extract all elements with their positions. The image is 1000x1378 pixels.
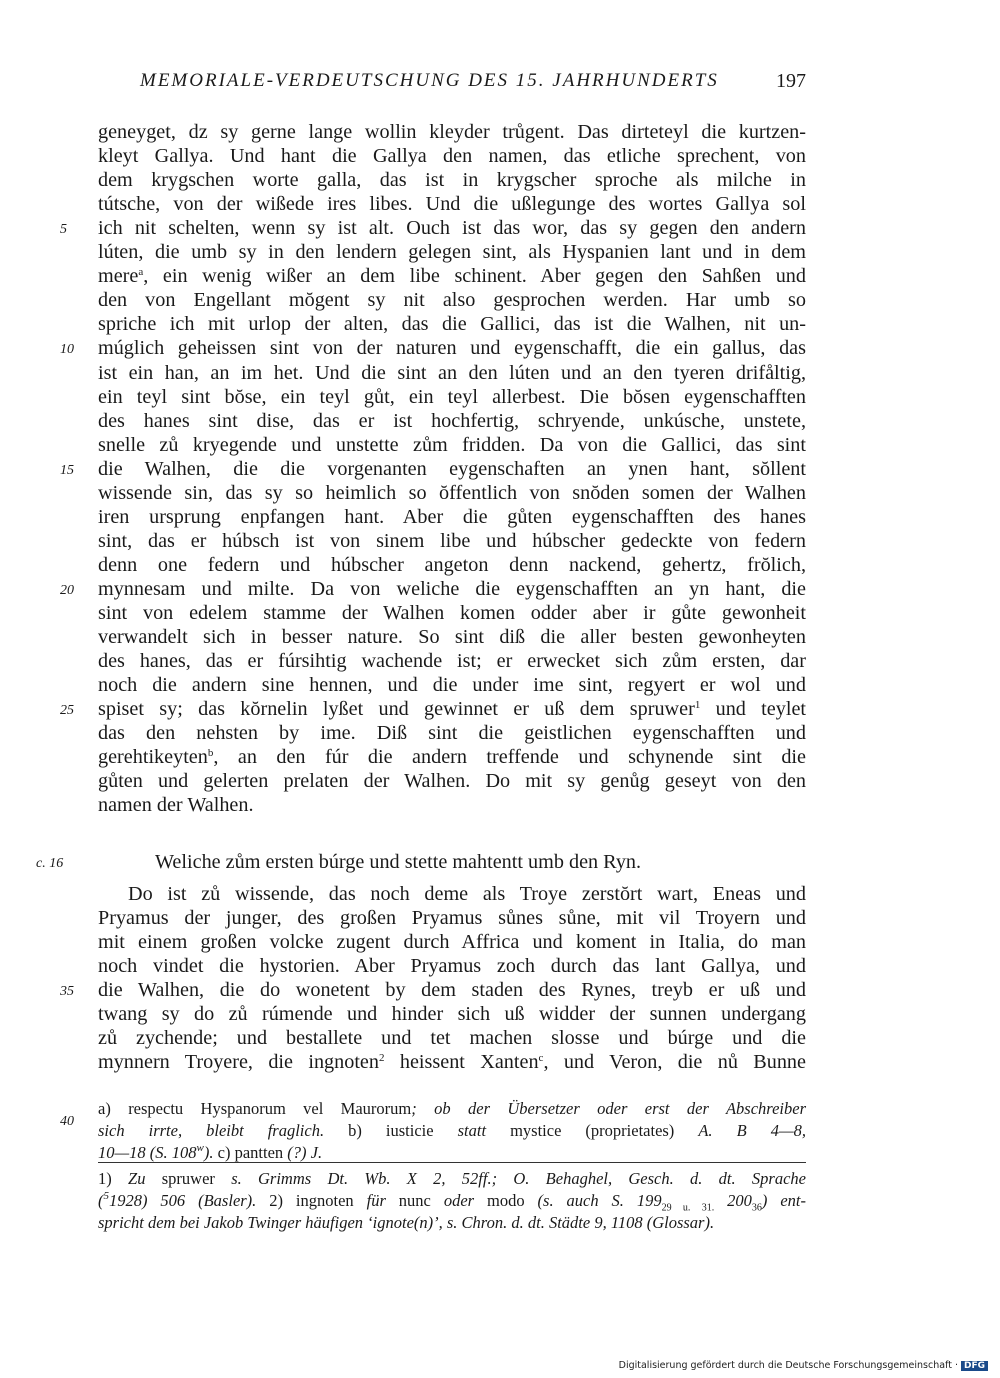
page-number: 197 <box>776 70 806 92</box>
line-number: 5 <box>60 222 67 238</box>
text-line: denn one federn und húbscher angeton denn nackend, gehertz, frŏlich, <box>98 553 806 576</box>
text-line: ist ein han, an im het. Und die sint an den lúten und an den tyeren drifåltig, <box>98 361 806 384</box>
digitization-footer: Digitalisierung gefördert durch die Deutsche Forschungsgemeinschaft · DFG <box>619 1360 988 1371</box>
text-line: geneyget, dz sy gerne lange wollin kleyder trůgent. Das dirteteyl die kurtzen- <box>98 121 806 143</box>
text-line: gůten und gelerten prelaten der Walhen. Do mit sy genůg geseyt von den <box>98 770 806 793</box>
line-number: 20 <box>60 582 74 598</box>
chapter-heading: Weliche zům ersten búrge und stette mahtentt umb den Ryn. <box>155 851 642 873</box>
footnote-line: ($^5$1928) 506 (Basler). 2) ingnoten für nunc oder modo (s. auch S. $199_{29 u. 31.}$ $200_{36}$) ent- <box>98 1190 806 1214</box>
dfg-logo: DFG <box>961 1361 988 1371</box>
text-line: den von Engellant mŏgent sy nit also gesprochen werden. Har umb so <box>98 289 806 312</box>
text-line: des hanes, das er fúrsihtig wachende ist; er erwecket sich zům ersten, dar <box>98 650 806 673</box>
footnote-line: 1) Zu spruwer s. Grimms Dt. Wb. X 2, 52ff.; O. Behaghel, Gesch. d. dt. Sprache <box>98 1169 806 1188</box>
text-line: kleyt Gallya. Und hant die Gallya den namen, das etliche sprechent, von <box>98 145 806 168</box>
text-line: ich nit schelten, wenn sy ist alt. Ouch ist das wor, das sy gegen den andern <box>98 217 806 240</box>
text-line: spiset sy; das kŏrnelin lyßet und gewinnet er uß dem spruwer$^1$ und teylet <box>98 698 807 721</box>
text-line: dem krygschen worte galla, das ist in krygscher sproche als milche in <box>98 169 806 192</box>
text-line: die Walhen, die do wonetent by dem staden des Rynes, treyb er uß und <box>98 979 806 1002</box>
apparatus-line: sich irrte, bleibt fraglich. b) iusticie statt mystice (proprietates) A. B 4—8, <box>98 1121 806 1140</box>
text-line: noch vindet die hystorien. Aber Pryamus zoch durch das lant Gallya, und <box>98 955 806 978</box>
text-line: sint, das er húbsch ist von sinem libe und húbscher gedeckte von federn <box>98 529 806 552</box>
footnote-rule <box>98 1162 806 1163</box>
text-line: Pryamus der junger, des großen Pryamus sůnes sůne, mit vil Troyern und <box>98 907 806 930</box>
line-number: 10 <box>60 342 74 358</box>
text-line: namen der Walhen. <box>98 794 254 817</box>
text-line: mere$^a$, ein wenig wißer an dem libe schinent. Aber gegen den Sahßen und <box>98 265 806 288</box>
text-line: twang sy do zů rúmende und hinder sich uß widder der sunnen undergang <box>98 1003 806 1026</box>
chapter-label: c. 16 <box>36 856 64 871</box>
text-line: noch die andern sine hennen, und die under ime sint, regyert er wol und <box>98 674 806 697</box>
text-line: lúten, die umb sy in den lendern gelegen sint, als Hyspanien lant und in dem <box>98 241 806 264</box>
footnote-line: spricht dem bei Jakob Twinger häufigen ‘ignote(n)’, s. Chron. d. dt. Städte 9, 1108 (Glossar). <box>98 1213 715 1232</box>
text-line: iren ursprung enpfangen hant. Aber die gůten eygenschafften des hanes <box>98 505 806 528</box>
text-line: tútsche, von der wißede ires libes. Und die ußlegunge des wortes Gallya sol <box>98 193 806 216</box>
text-line: snelle zů kryegende und unstette zům fridden. Da von die Gallici, das sint <box>98 433 806 456</box>
line-number: 25 <box>60 703 74 719</box>
apparatus-line: a) respectu Hyspanorum vel Maurorum; ob der Übersetzer oder erst der Abschreiber <box>98 1099 806 1118</box>
apparatus-line: 10—18 (S. 108$^w$). c) pantten (?) J. <box>98 1142 323 1162</box>
text-line: gerehtikeyten$^b$, an den fúr die andern treffende und schynende sint die <box>98 746 806 769</box>
text-line: verwandelt sich in besser nature. So sint diß die aller besten gewonheyten <box>98 626 806 649</box>
text-line: wissende sin, das sy so heimlich so ŏffentlich von snŏden somen der Walhen <box>98 481 806 504</box>
text-line: ein teyl sint bŏse, ein teyl gůt, ein teyl allerbest. Die bŏsen eygenschafften <box>98 385 806 408</box>
line-number: 40 <box>60 1114 74 1129</box>
running-header <box>140 70 806 100</box>
text-line: die Walhen, die die vorgenanten eygenschaften an ynen hant, sŏllent <box>98 457 806 480</box>
line-number: 15 <box>60 462 74 478</box>
text-line: múglich geheissen sint von der naturen und eygenschafft, die ein gallus, das <box>98 337 806 360</box>
text-line: des hanes sint dise, das er ist hochfertig, schryende, unkúsche, unstete, <box>98 409 806 432</box>
text-line: mynnesam und milte. Da von weliche die eygenschafften an yn hant, die <box>98 577 806 600</box>
text-line: mit einem großen volcke zugent durch Affrica und koment in Italia, do man <box>98 931 806 954</box>
text-line: zů zychende; und bestallete und tet machen slosse und búrge und die <box>98 1027 806 1050</box>
text-line: das den nehsten by ime. Diß sint die geistlichen eygenschafften und <box>98 722 806 745</box>
text-line: sint von edelem stamme der Walhen komen odder aber ir gůte gewonheit <box>98 602 806 624</box>
line-number: 35 <box>60 984 74 1000</box>
text-line: spriche ich mit urlop der alten, das die Gallici, das ist die Walhen, nit un- <box>98 313 806 336</box>
text-line: Do ist zů wissende, das noch deme als Troye zerstŏrt wart, Eneas und <box>128 883 806 905</box>
running-title: MEMORIALE-VERDEUTSCHUNG DES 15. JAHRHUNDERTS <box>140 70 719 91</box>
text-line: mynnern Troyere, die ingnoten$^2$ heissent Xanten$^c$, und Veron, die nů Bunne <box>98 1051 806 1074</box>
